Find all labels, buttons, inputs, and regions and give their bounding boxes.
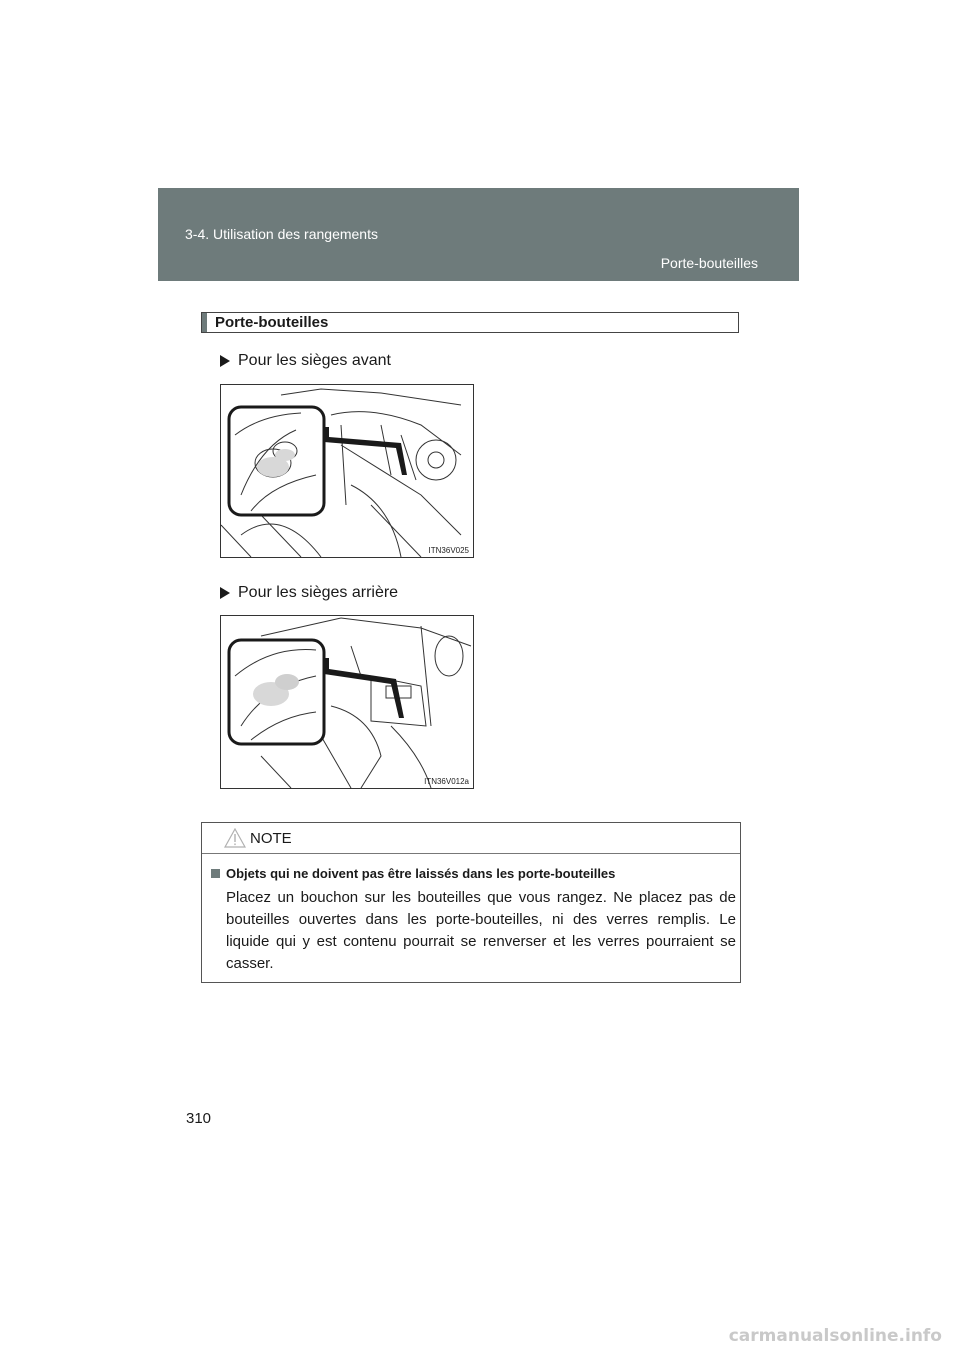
- note-box: [201, 822, 741, 983]
- front-cupholder-drawing: [221, 385, 474, 558]
- front-seats-label: Pour les sièges avant: [238, 352, 391, 369]
- rear-figure-code: ITN36V012a: [424, 777, 469, 786]
- note-title: [211, 866, 615, 881]
- rear-seats-illustration: [220, 615, 474, 789]
- section-heading: Porte-bouteilles: [215, 314, 329, 331]
- warning-triangle-icon: [224, 828, 246, 848]
- rear-cupholder-drawing: [221, 616, 474, 789]
- rear-seats-label: Pour les sièges arrière: [238, 584, 399, 601]
- front-seats-bullet: [220, 352, 391, 370]
- rear-seats-bullet: [220, 584, 398, 602]
- note-header: [202, 823, 740, 854]
- note-title-text: Objets qui ne doivent pas être laissés dans les porte-bouteilles: [226, 866, 616, 881]
- note-label: NOTE: [250, 829, 292, 847]
- triangle-bullet-icon: [220, 355, 230, 367]
- section-heading-bar: [201, 312, 739, 333]
- front-figure-code: ITN36V025: [428, 546, 469, 555]
- header-section-title: Porte-bouteilles: [660, 255, 758, 271]
- watermark[interactable]: carmanualsonline.info: [728, 1326, 942, 1346]
- triangle-bullet-icon: [220, 587, 230, 599]
- page-number: 310: [186, 1110, 212, 1127]
- header-band: [158, 188, 799, 281]
- front-seats-illustration: [220, 384, 474, 558]
- section-accent: [202, 313, 207, 332]
- chapter-title: 3-4. Utilisation des rangements: [185, 226, 378, 242]
- square-bullet-icon: [211, 869, 220, 878]
- note-body: Placez un bouchon sur les bouteilles que vous rangez. Ne placez pas de bouteilles ouvertes dans les porte-bouteilles, ni des verres remplis. Le liquide qui y est contenu pourrait se renverser et les verres pourraient se casser.: [226, 889, 736, 972]
